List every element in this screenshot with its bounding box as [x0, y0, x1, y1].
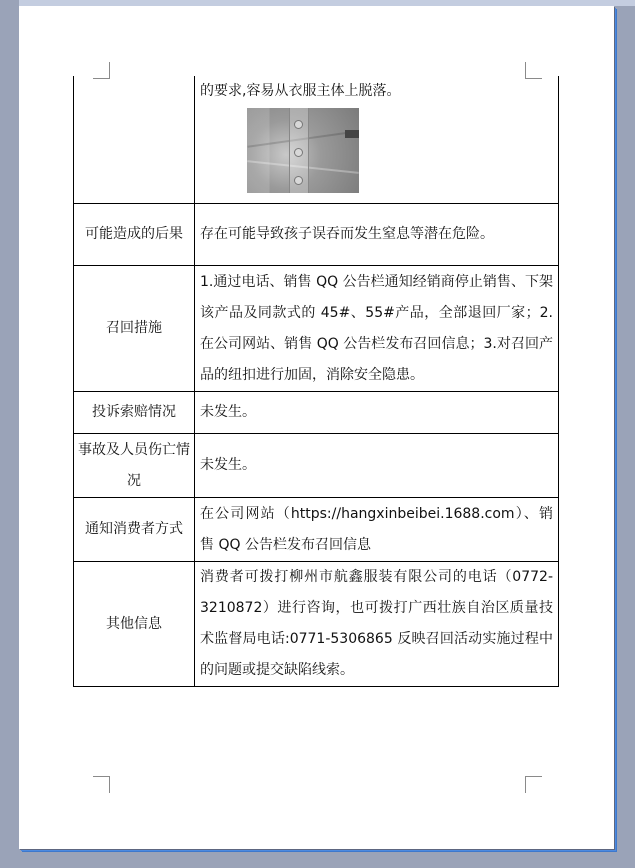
product-photo-wrap [200, 107, 553, 197]
row-label-recall-measures: 召回措施 [74, 266, 195, 392]
table-cell-empty-label [74, 76, 195, 204]
table-row [74, 392, 559, 434]
row-label-accidents: 事故及人员伤亡情况 [74, 434, 195, 498]
margin-mark-bottom-right [525, 776, 542, 793]
table-row [74, 562, 559, 687]
table-row [74, 498, 559, 562]
row-content-consequence: 存在可能导致孩子误吞而发生窒息等潜在危险。 [195, 204, 559, 266]
row-label-complaints: 投诉索赔情况 [74, 392, 195, 434]
table-row [74, 266, 559, 392]
row-content-other-info: 消费者可拨打柳州市航鑫服装有限公司的电话（0772-3210872）进行咨询，也可拨打广西壮族自治区质量技术监督局电话:0771-5306865 反映召回活动实施过程中的问题或提交缺陷线索。 [195, 562, 559, 687]
row-content-accidents: 未发生。 [195, 434, 559, 498]
shirt-button-photo [247, 108, 359, 193]
table-row [74, 204, 559, 266]
table-row-continuation [74, 76, 559, 204]
recall-info-table [73, 76, 559, 687]
continuation-text: 的要求,容易从衣服主体上脱落。 [200, 83, 401, 99]
row-label-notify-method: 通知消费者方式 [74, 498, 195, 562]
row-content-notify-method: 在公司网站（https://hangxinbeibei.1688.com）、销售 QQ 公告栏发布召回信息 [195, 498, 559, 562]
row-label-other-info: 其他信息 [74, 562, 195, 687]
table-row [74, 434, 559, 498]
document-page [19, 6, 614, 849]
window-left-strip [0, 0, 19, 868]
row-content-complaints: 未发生。 [195, 392, 559, 434]
row-content-recall-measures: 1.通过电话、销售 QQ 公告栏通知经销商停止销售、下架该产品及同款式的 45#、55#产品，全部退回厂家；2.在公司网站、销售 QQ 公告栏发布召回信息；3.对召回产品的纽扣进行加固，消除安全隐患。 [195, 266, 559, 392]
margin-mark-bottom-left [93, 776, 110, 793]
table-cell-continuation [195, 76, 559, 204]
row-label-consequence: 可能造成的后果 [74, 204, 195, 266]
